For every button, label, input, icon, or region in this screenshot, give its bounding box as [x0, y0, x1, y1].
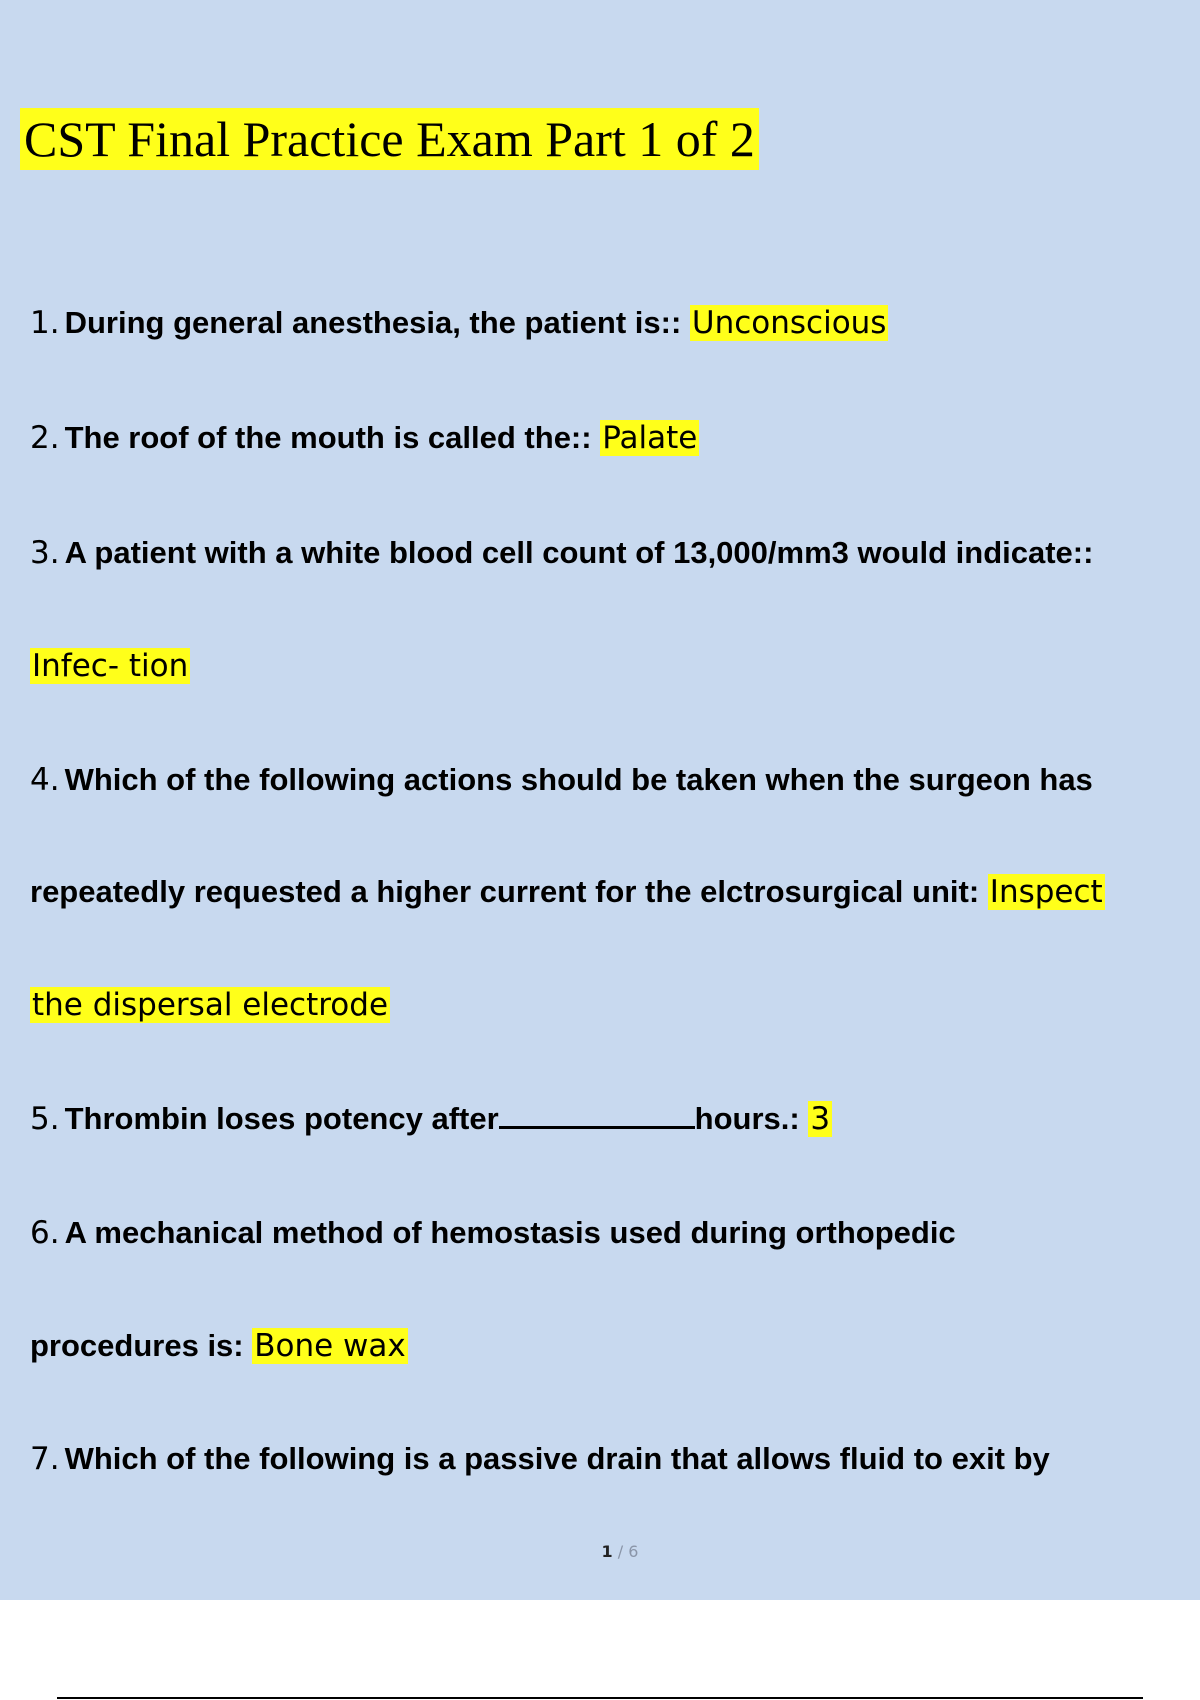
answer-highlight: 3: [810, 1101, 831, 1137]
question-text: The roof of the mouth is called the::: [64, 420, 592, 455]
document-title: CST Final Practice Exam Part 1 of 2: [20, 108, 759, 170]
question-number: 6.: [30, 1215, 60, 1251]
question-text: A patient with a white blood cell count of 13,000/mm3 would indicate::: [64, 535, 1094, 570]
question-1: [30, 303, 888, 343]
question-number: 1.: [30, 305, 60, 341]
question-number: 4.: [30, 762, 60, 798]
question-number: 5.: [30, 1101, 60, 1137]
question-6: [30, 1213, 956, 1253]
current-page-number: 1: [601, 1542, 613, 1561]
answer-highlight: Inspect: [989, 874, 1103, 910]
page-indicator: [0, 1542, 1200, 1561]
question-text: Which of the following actions should be taken when the surgeon has: [64, 762, 1093, 797]
question-text: Which of the following is a passive drain that allows fluid to exit by: [64, 1441, 1050, 1476]
page-divider: [57, 1697, 1143, 1699]
question-4-line-2: [30, 872, 1105, 912]
question-number: 7.: [30, 1441, 60, 1477]
question-text: repeatedly requested a higher current for the elctrosurgical unit:: [30, 874, 980, 909]
answer-highlight: the dispersal electrode: [32, 987, 389, 1023]
question-5: [30, 1098, 832, 1138]
question-7: [30, 1439, 1050, 1479]
question-4-answer-line: [30, 985, 390, 1025]
answer-highlight: Palate: [602, 420, 698, 456]
question-number: 2.: [30, 420, 60, 456]
question-2: [30, 418, 699, 458]
page-separator: /: [617, 1542, 624, 1561]
fill-in-blank: [499, 1098, 695, 1129]
question-6-line-2: [30, 1326, 408, 1366]
answer-highlight: Bone wax: [254, 1328, 406, 1364]
question-text: A mechanical method of hemostasis used during orthopedic: [64, 1215, 956, 1250]
total-page-count: 6: [628, 1542, 639, 1561]
question-text: During general anesthesia, the patient is::: [64, 305, 682, 340]
question-text: procedures is:: [30, 1328, 244, 1363]
question-text: hours.:: [694, 1101, 800, 1136]
question-number: 3.: [30, 535, 60, 571]
answer-highlight: Infec- tion: [32, 648, 189, 684]
question-3-answer-line: [30, 646, 190, 686]
answer-highlight: Unconscious: [691, 305, 887, 341]
question-text: Thrombin loses potency after: [64, 1101, 499, 1136]
question-4: [30, 760, 1093, 800]
question-3: [30, 533, 1093, 573]
